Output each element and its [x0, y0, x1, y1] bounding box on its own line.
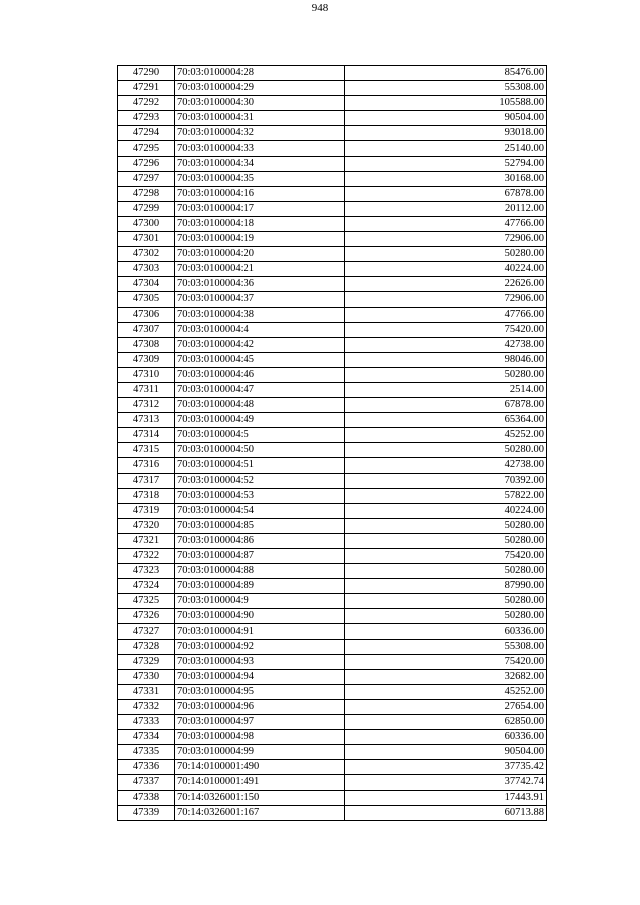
table-row — [118, 277, 547, 292]
table-row — [118, 186, 547, 201]
row-number-cell: 47295 — [118, 141, 175, 156]
table-row — [118, 533, 547, 548]
row-number-cell: 47312 — [118, 398, 175, 413]
table-row — [118, 367, 547, 382]
cadastral-number-cell: 70:03:0100004:29 — [175, 81, 345, 96]
value-cell: 87990.00 — [345, 579, 547, 594]
value-cell: 60713.88 — [345, 805, 547, 820]
table-row — [118, 126, 547, 141]
value-cell: 55308.00 — [345, 81, 547, 96]
row-number-cell: 47319 — [118, 503, 175, 518]
table-row — [118, 382, 547, 397]
cadastral-number-cell: 70:03:0100004:5 — [175, 428, 345, 443]
table-row — [118, 745, 547, 760]
value-cell: 90504.00 — [345, 111, 547, 126]
cadastral-number-cell: 70:03:0100004:4 — [175, 322, 345, 337]
value-cell: 25140.00 — [345, 141, 547, 156]
row-number-cell: 47307 — [118, 322, 175, 337]
table-row — [118, 66, 547, 81]
table-row — [118, 292, 547, 307]
value-cell: 93018.00 — [345, 126, 547, 141]
table-row — [118, 428, 547, 443]
value-cell: 50280.00 — [345, 518, 547, 533]
cadastral-number-cell: 70:03:0100004:93 — [175, 654, 345, 669]
table-row — [118, 81, 547, 96]
table-row — [118, 232, 547, 247]
row-number-cell: 47299 — [118, 201, 175, 216]
row-number-cell: 47313 — [118, 413, 175, 428]
table-row — [118, 684, 547, 699]
cadastral-number-cell: 70:03:0100004:36 — [175, 277, 345, 292]
row-number-cell: 47290 — [118, 66, 175, 81]
value-cell: 37742.74 — [345, 775, 547, 790]
value-cell: 2514.00 — [345, 382, 547, 397]
row-number-cell: 47332 — [118, 699, 175, 714]
cadastral-number-cell: 70:03:0100004:91 — [175, 624, 345, 639]
table-row — [118, 458, 547, 473]
value-cell: 90504.00 — [345, 745, 547, 760]
table-row — [118, 111, 547, 126]
cadastral-number-cell: 70:03:0100004:37 — [175, 292, 345, 307]
row-number-cell: 47294 — [118, 126, 175, 141]
value-cell: 37735.42 — [345, 760, 547, 775]
table-row — [118, 322, 547, 337]
cadastral-number-cell: 70:03:0100004:30 — [175, 96, 345, 111]
row-number-cell: 47334 — [118, 730, 175, 745]
row-number-cell: 47324 — [118, 579, 175, 594]
row-number-cell: 47305 — [118, 292, 175, 307]
cadastral-number-cell: 70:03:0100004:9 — [175, 594, 345, 609]
table-row — [118, 730, 547, 745]
table-row — [118, 609, 547, 624]
cadastral-number-cell: 70:03:0100004:42 — [175, 337, 345, 352]
value-cell: 50280.00 — [345, 594, 547, 609]
table-row — [118, 96, 547, 111]
value-cell: 55308.00 — [345, 639, 547, 654]
row-number-cell: 47302 — [118, 247, 175, 262]
value-cell: 70392.00 — [345, 473, 547, 488]
row-number-cell: 47326 — [118, 609, 175, 624]
value-cell: 85476.00 — [345, 66, 547, 81]
value-cell: 42738.00 — [345, 458, 547, 473]
cadastral-number-cell: 70:03:0100004:95 — [175, 684, 345, 699]
value-cell: 40224.00 — [345, 503, 547, 518]
cadastral-number-cell: 70:03:0100004:28 — [175, 66, 345, 81]
value-cell: 50280.00 — [345, 443, 547, 458]
table-row — [118, 624, 547, 639]
row-number-cell: 47328 — [118, 639, 175, 654]
row-number-cell: 47297 — [118, 171, 175, 186]
value-cell: 67878.00 — [345, 398, 547, 413]
table-row — [118, 639, 547, 654]
cadastral-number-cell: 70:03:0100004:16 — [175, 186, 345, 201]
cadastral-number-cell: 70:14:0326001:167 — [175, 805, 345, 820]
cadastral-number-cell: 70:03:0100004:38 — [175, 307, 345, 322]
cadastral-number-cell: 70:03:0100004:46 — [175, 367, 345, 382]
cadastral-number-cell: 70:03:0100004:48 — [175, 398, 345, 413]
value-cell: 50280.00 — [345, 247, 547, 262]
table-row — [118, 715, 547, 730]
row-number-cell: 47291 — [118, 81, 175, 96]
value-cell: 62850.00 — [345, 715, 547, 730]
cadastral-number-cell: 70:03:0100004:89 — [175, 579, 345, 594]
cadastral-number-cell: 70:03:0100004:31 — [175, 111, 345, 126]
value-cell: 65364.00 — [345, 413, 547, 428]
table-row — [118, 262, 547, 277]
value-cell: 50280.00 — [345, 533, 547, 548]
cadastral-value-table — [117, 65, 547, 821]
table-row — [118, 699, 547, 714]
row-number-cell: 47329 — [118, 654, 175, 669]
value-cell: 60336.00 — [345, 730, 547, 745]
table-row — [118, 307, 547, 322]
value-cell: 75420.00 — [345, 322, 547, 337]
cadastral-number-cell: 70:03:0100004:99 — [175, 745, 345, 760]
cadastral-number-cell: 70:03:0100004:47 — [175, 382, 345, 397]
cadastral-number-cell: 70:03:0100004:33 — [175, 141, 345, 156]
value-cell: 72906.00 — [345, 232, 547, 247]
row-number-cell: 47309 — [118, 352, 175, 367]
value-cell: 30168.00 — [345, 171, 547, 186]
value-cell: 22626.00 — [345, 277, 547, 292]
value-cell: 47766.00 — [345, 307, 547, 322]
table-row — [118, 443, 547, 458]
row-number-cell: 47336 — [118, 760, 175, 775]
value-cell: 20112.00 — [345, 201, 547, 216]
table-row — [118, 579, 547, 594]
page-number: 948 — [311, 2, 329, 14]
row-number-cell: 47339 — [118, 805, 175, 820]
row-number-cell: 47306 — [118, 307, 175, 322]
cadastral-number-cell: 70:03:0100004:49 — [175, 413, 345, 428]
row-number-cell: 47293 — [118, 111, 175, 126]
value-cell: 57822.00 — [345, 488, 547, 503]
cadastral-number-cell: 70:03:0100004:90 — [175, 609, 345, 624]
row-number-cell: 47318 — [118, 488, 175, 503]
row-number-cell: 47327 — [118, 624, 175, 639]
value-cell: 50280.00 — [345, 367, 547, 382]
row-number-cell: 47310 — [118, 367, 175, 382]
table-row — [118, 775, 547, 790]
value-cell: 47766.00 — [345, 216, 547, 231]
row-number-cell: 47303 — [118, 262, 175, 277]
row-number-cell: 47335 — [118, 745, 175, 760]
cadastral-number-cell: 70:03:0100004:96 — [175, 699, 345, 714]
cadastral-number-cell: 70:03:0100004:94 — [175, 669, 345, 684]
table-row — [118, 805, 547, 820]
value-cell: 60336.00 — [345, 624, 547, 639]
value-cell: 32682.00 — [345, 669, 547, 684]
row-number-cell: 47330 — [118, 669, 175, 684]
value-cell: 40224.00 — [345, 262, 547, 277]
value-cell: 45252.00 — [345, 684, 547, 699]
table-row — [118, 141, 547, 156]
cadastral-number-cell: 70:03:0100004:53 — [175, 488, 345, 503]
table-row — [118, 171, 547, 186]
value-cell: 27654.00 — [345, 699, 547, 714]
row-number-cell: 47321 — [118, 533, 175, 548]
table-row — [118, 503, 547, 518]
row-number-cell: 47331 — [118, 684, 175, 699]
row-number-cell: 47317 — [118, 473, 175, 488]
cadastral-number-cell: 70:03:0100004:21 — [175, 262, 345, 277]
cadastral-number-cell: 70:03:0100004:34 — [175, 156, 345, 171]
table-row — [118, 594, 547, 609]
cadastral-number-cell: 70:03:0100004:98 — [175, 730, 345, 745]
table-row — [118, 518, 547, 533]
row-number-cell: 47308 — [118, 337, 175, 352]
row-number-cell: 47304 — [118, 277, 175, 292]
table-row — [118, 790, 547, 805]
cadastral-number-cell: 70:03:0100004:85 — [175, 518, 345, 533]
value-cell: 67878.00 — [345, 186, 547, 201]
row-number-cell: 47301 — [118, 232, 175, 247]
cadastral-number-cell: 70:03:0100004:87 — [175, 549, 345, 564]
value-cell: 75420.00 — [345, 654, 547, 669]
table-row — [118, 564, 547, 579]
row-number-cell: 47298 — [118, 186, 175, 201]
table-row — [118, 156, 547, 171]
value-cell: 75420.00 — [345, 549, 547, 564]
cadastral-number-cell: 70:03:0100004:52 — [175, 473, 345, 488]
table-row — [118, 654, 547, 669]
cadastral-number-cell: 70:14:0326001:150 — [175, 790, 345, 805]
row-number-cell: 47338 — [118, 790, 175, 805]
table-row — [118, 216, 547, 231]
cadastral-number-cell: 70:03:0100004:20 — [175, 247, 345, 262]
row-number-cell: 47333 — [118, 715, 175, 730]
value-cell: 105588.00 — [345, 96, 547, 111]
table-row — [118, 337, 547, 352]
table-body — [118, 66, 547, 821]
cadastral-number-cell: 70:03:0100004:45 — [175, 352, 345, 367]
cadastral-number-cell: 70:14:0100001:491 — [175, 775, 345, 790]
table-row — [118, 201, 547, 216]
value-cell: 98046.00 — [345, 352, 547, 367]
value-cell: 42738.00 — [345, 337, 547, 352]
table-row — [118, 398, 547, 413]
table-row — [118, 473, 547, 488]
cadastral-number-cell: 70:03:0100004:32 — [175, 126, 345, 141]
value-cell: 52794.00 — [345, 156, 547, 171]
value-cell: 45252.00 — [345, 428, 547, 443]
cadastral-number-cell: 70:03:0100004:35 — [175, 171, 345, 186]
table-row — [118, 760, 547, 775]
row-number-cell: 47315 — [118, 443, 175, 458]
row-number-cell: 47320 — [118, 518, 175, 533]
table-row — [118, 247, 547, 262]
row-number-cell: 47296 — [118, 156, 175, 171]
cadastral-number-cell: 70:03:0100004:18 — [175, 216, 345, 231]
cadastral-number-cell: 70:03:0100004:19 — [175, 232, 345, 247]
row-number-cell: 47322 — [118, 549, 175, 564]
row-number-cell: 47292 — [118, 96, 175, 111]
value-cell: 50280.00 — [345, 564, 547, 579]
value-cell: 17443.91 — [345, 790, 547, 805]
cadastral-number-cell: 70:14:0100001:490 — [175, 760, 345, 775]
row-number-cell: 47314 — [118, 428, 175, 443]
row-number-cell: 47311 — [118, 382, 175, 397]
value-cell: 72906.00 — [345, 292, 547, 307]
table-row — [118, 669, 547, 684]
row-number-cell: 47325 — [118, 594, 175, 609]
row-number-cell: 47300 — [118, 216, 175, 231]
table-row — [118, 352, 547, 367]
cadastral-number-cell: 70:03:0100004:86 — [175, 533, 345, 548]
cadastral-number-cell: 70:03:0100004:92 — [175, 639, 345, 654]
cadastral-number-cell: 70:03:0100004:50 — [175, 443, 345, 458]
table-row — [118, 413, 547, 428]
cadastral-number-cell: 70:03:0100004:54 — [175, 503, 345, 518]
row-number-cell: 47316 — [118, 458, 175, 473]
row-number-cell: 47337 — [118, 775, 175, 790]
cadastral-number-cell: 70:03:0100004:97 — [175, 715, 345, 730]
row-number-cell: 47323 — [118, 564, 175, 579]
cadastral-number-cell: 70:03:0100004:51 — [175, 458, 345, 473]
cadastral-number-cell: 70:03:0100004:88 — [175, 564, 345, 579]
table-row — [118, 549, 547, 564]
cadastral-number-cell: 70:03:0100004:17 — [175, 201, 345, 216]
value-cell: 50280.00 — [345, 609, 547, 624]
table-row — [118, 488, 547, 503]
